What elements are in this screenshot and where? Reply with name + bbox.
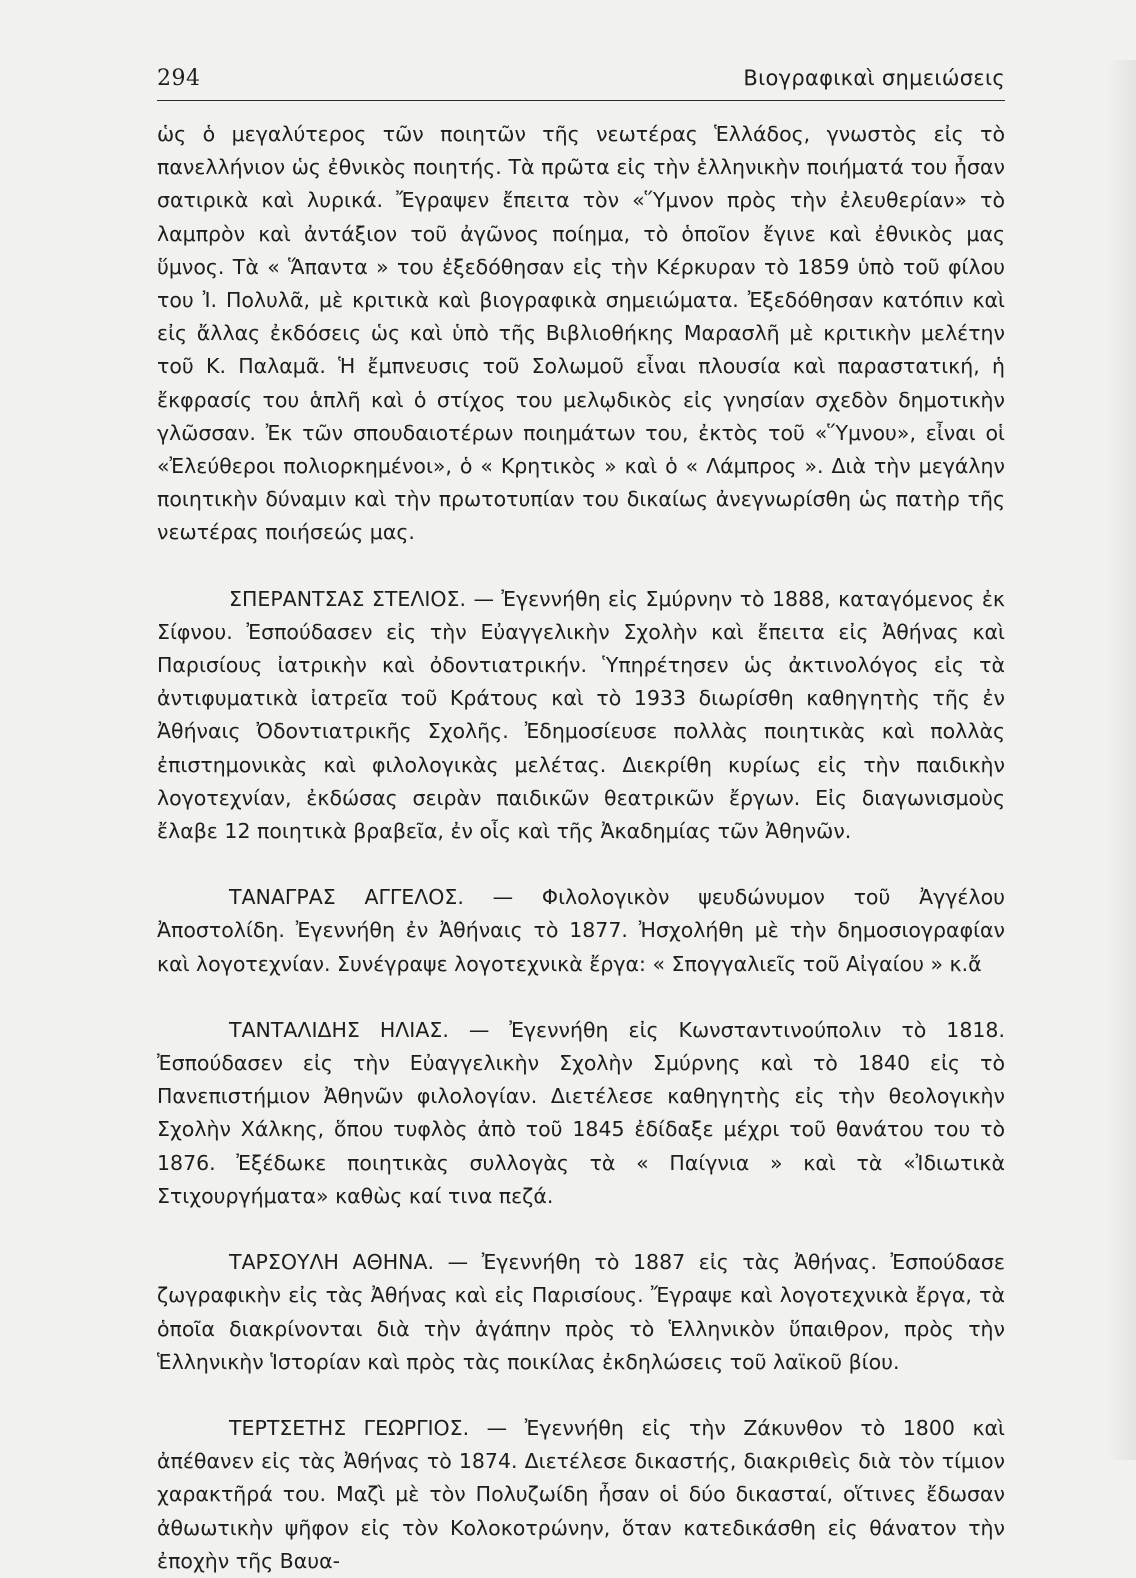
entry-sperantsas: ΣΠΕΡΑΝΤΣΑΣ ΣΤΕΛΙΟΣ. — Ἐγεννήθη εἰς Σμύρνην τὸ 1888, καταγόμενος ἐκ Σίφνου. Ἐσπούδασεν εἰς τὴν Εὐαγγελικὴν Σχολὴν καὶ ἔπειτα εἰς Ἀθήνας καὶ Παρισίους ἰατρικὴν καὶ ὀδοντιατρικήν. Ὑπηρέτησεν ὡς ἀκτινολόγος εἰς τὰ ἀντιφυματικὰ ἰατρεῖα τοῦ Κράτους καὶ τὸ 1933 διωρίσθη καθηγητὴς τῆς ἐν Ἀθήναις Ὀδοντιατρικῆς Σχολῆς. Ἐδημοσίευσε πολλὰς ποιητικὰς καὶ πολλὰς ἐπιστημονικὰς καὶ φιλολογικὰς μελέτας. Διεκρίθη κυρίως εἰς τὴν παιδικὴν λογοτεχνίαν, ἐκδώσας σειρὰν παιδικῶν θεατρικῶν ἔργων. Εἰς διαγωνισμοὺς ἔλαβε 12 ποιητικὰ βραβεῖα, ἐν οἷς καὶ τῆς Ἀκαδημίας τῶν Ἀθηνῶν. (157, 586, 1005, 844)
entry-tanagras: ΤΑΝΑΓΡΑΣ ΑΓΓΕΛΟΣ. — Φιλολογικὸν ψευδώνυμον τοῦ Ἀγγέλου Ἀποστολίδη. Ἐγεννήθη ἐν Ἀθήναις τὸ 1877. Ἠσχολήθη μὲ τὴν δημοσιογραφίαν καὶ λογοτεχνίαν. Συνέγραψε λογοτεχνικὰ ἔργα: « Σπογγαλιεῖς τοῦ Αἰγαίου » κ.ἄ (157, 885, 1005, 976)
entry-tarsouli: ΤΑΡΣΟΥΛΗ ΑΘΗΝΑ. — Ἐγεννήθη τὸ 1887 εἰς τὰς Ἀθήνας. Ἐσπούδασε ζωγραφικὴν εἰς τὰς Ἀθήνας καὶ εἰς Παρισίους. Ἔγραψε καὶ λογοτεχνικὰ ἔργα, τὰ ὁποῖα διακρίνονται διὰ τὴν ἀγάπην πρὸς τὸ Ἑλληνικὸν ὕπαιθρον, πρὸς τὴν Ἑλληνικὴν Ἱστορίαν καὶ πρὸς τὰς ποικίλας ἐκδηλώσεις τοῦ λαϊκοῦ βίου. (157, 1250, 1005, 1374)
scan-shadow (1106, 60, 1136, 1460)
paragraph-solomos-continued: ὡς ὁ μεγαλύτερος τῶν ποιητῶν τῆς νεωτέρας Ἑλλάδος, γνωστὸς εἰς τὸ πανελλήνιον ὡς ἐθνικὸς ποιητής. Τὰ πρῶτα εἰς τὴν ἑλληνικὴν ποιήματά του ἦσαν σατιρικὰ καὶ λυρικά. Ἔγραψεν ἔπειτα τὸν «Ὕμνον πρὸς τὴν ἐλευθερίαν» τὸ λαμπρὸν καὶ ἀντάξιον τοῦ ἀγῶνος ποίημα, τὸ ὁποῖον ἔγινε καὶ ἐθνικὸς μας ὕμνος. Τὰ « Ἅπαντα » του ἐξεδόθησαν εἰς τὴν Κέρκυραν τὸ 1859 ὑπὸ τοῦ φίλου του Ἰ. Πολυλᾶ, μὲ κριτικὰ καὶ βιογραφικὰ σημειώματα. Ἐξεδόθησαν κατόπιν καὶ εἰς ἄλλας ἐκδόσεις ὡς καὶ ὑπὸ τῆς Βιβλιοθήκης Μαρασλῆ μὲ κριτικὴν μελέτην τοῦ Κ. Παλαμᾶ. Ἡ ἔμπνευσις τοῦ Σολωμοῦ εἶναι πλουσία καὶ παραστατική, ἡ ἔκφρασίς του ἁπλῆ καὶ ὁ στίχος του μελῳδικὸς εἰς γνησίαν σχεδὸν δημοτικὴν γλῶσσαν. Ἐκ τῶν σπουδαιοτέρων ποιημάτων του, ἐκτὸς τοῦ «Ὕμνου», εἶναι οἱ «Ἐλεύθεροι πολιορκημένοι», ὁ « Κρητικὸς » καὶ ὁ « Λάμπρος ». Διὰ τὴν μεγάλην ποιητικὴν δύναμιν καὶ τὴν πρωτοτυπίαν του δικαίως ἀνεγνωρίσθη ὡς πατὴρ τῆς νεωτέρας ποιήσεώς μας. (157, 122, 1005, 545)
body-text (157, 118, 1005, 1578)
entry-tantalidis: ΤΑΝΤΑΛΙΔΗΣ ΗΛΙΑΣ. — Ἐγεννήθη εἰς Κωνσταντινούπολιν τὸ 1818. Ἐσπούδασεν εἰς τὴν Εὐαγγελικὴν Σχολὴν Σμύρνης καὶ τὸ 1840 εἰς τὸ Πανεπιστήμιον Ἀθηνῶν φιλολογίαν. Διετέλεσε καθηγητὴς εἰς τὴν θεολογικὴν Σχολὴν Χάλκης, ὅπου τυφλὸς ἀπὸ τοῦ 1845 ἐδίδαξε μέχρι τοῦ θανάτου του τὸ 1876. Ἐξέδωκε ποιητικὰς συλλογὰς τὰ « Παίγνια » καὶ τὰ «Ἰδιωτικὰ Στιχουργήματα» καθὼς καί τινα πεζά. (157, 1017, 1005, 1208)
page-header (157, 62, 1005, 101)
entry-tertsetis: ΤΕΡΤΣΕΤΗΣ ΓΕΩΡΓΙΟΣ. — Ἐγεννήθη εἰς τὴν Ζάκυνθον τὸ 1800 καὶ ἀπέθανεν εἰς τὰς Ἀθήνας τὸ 1874. Διετέλεσε δικαστής, διακριθεὶς διὰ τὸν τίμιον χαρακτῆρά του. Μαζὶ μὲ τὸν Πολυζωίδη ἦσαν οἱ δύο δικασταί, οἵτινες ἔδωσαν ἀθωωτικὴν ψῆφον εἰς τὸν Κολοκοτρώνην, ὅταν κατεδικάσθη εἰς θάνατον τὴν ἐποχὴν τῆς Βαυα- (157, 1415, 1005, 1573)
running-head: Βιογραφικαὶ σημειώσεις (743, 66, 1005, 90)
page-number: 294 (157, 66, 201, 91)
